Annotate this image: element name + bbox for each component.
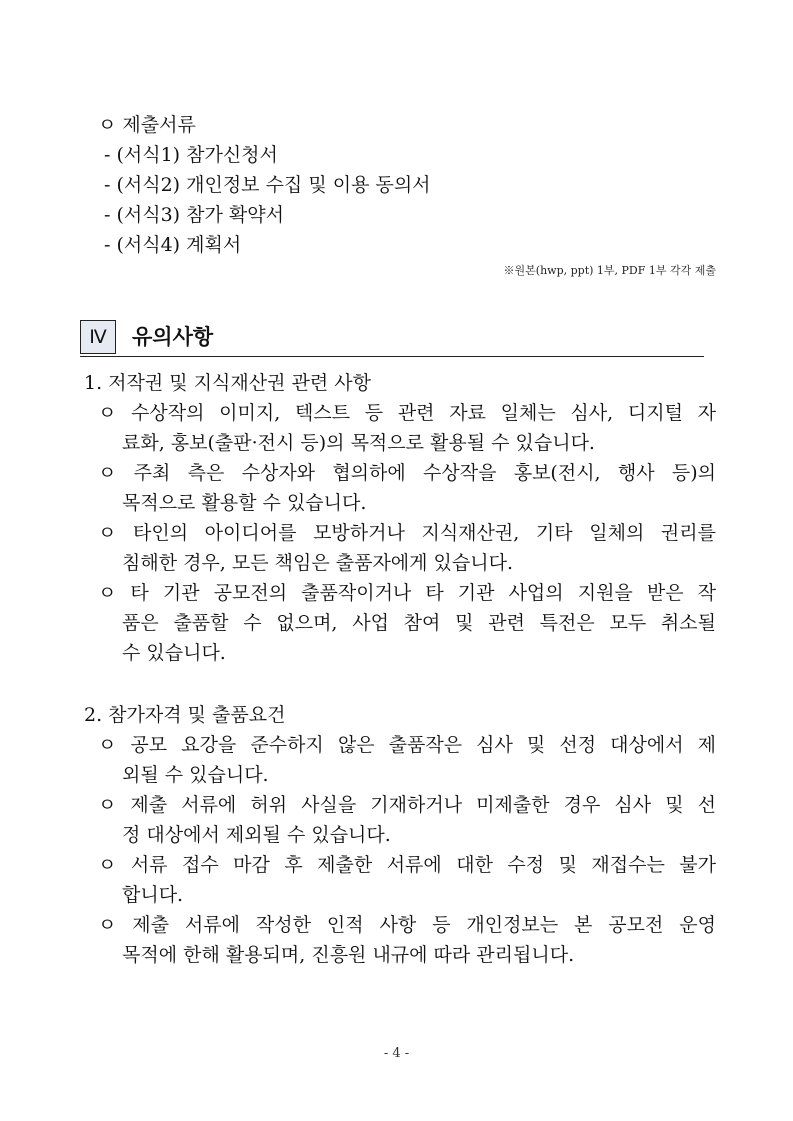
- section-number-box: Ⅳ: [80, 320, 116, 354]
- part1-bullet2-line1: ㅇ 주최 측은 수상자와 협의하에 수상작을 홍보(전시, 행사 등)의: [98, 462, 716, 484]
- part2-bullet2-line2: 정 대상에서 제외될 수 있습니다.: [122, 824, 391, 846]
- part1-bullet1-line2: 료화, 홍보(출판·전시 등)의 목적으로 활용될 수 있습니다.: [122, 432, 595, 454]
- submission-item-form2: - (서식2) 개인정보 수집 및 이용 동의서: [104, 174, 431, 196]
- section-divider: [80, 356, 704, 357]
- submission-item-form4: - (서식4) 계획서: [104, 234, 242, 256]
- part1-bullet2-line2: 목적으로 활용할 수 있습니다.: [122, 492, 367, 514]
- section-title: 유의사항: [132, 325, 214, 349]
- submission-note: ※원본(hwp, ppt) 1부, PDF 1부 각각 제출: [503, 264, 716, 277]
- part1-bullet4-line2: 품은 출품할 수 없으며, 사업 참여 및 관련 특전은 모두 취소될: [122, 612, 716, 634]
- submission-item-form1: - (서식1) 참가신청서: [104, 144, 278, 166]
- part1-bullet4-line1: ㅇ 타 기관 공모전의 출품작이거나 타 기관 사업의 지원을 받은 작: [98, 582, 716, 604]
- part1-bullet3-line2: 침해한 경우, 모든 책임은 출품자에게 있습니다.: [122, 552, 514, 574]
- submission-heading: ㅇ 제출서류: [98, 114, 196, 136]
- part2-bullet3-line1: ㅇ 서류 접수 마감 후 제출한 서류에 대한 수정 및 재접수는 불가: [98, 854, 716, 876]
- page-number: - 4 -: [383, 1046, 410, 1061]
- part2-bullet1-line2: 외될 수 있습니다.: [122, 764, 269, 786]
- part2-bullet3-line2: 합니다.: [122, 884, 184, 906]
- part2-heading: 2. 참가자격 및 출품요건: [84, 704, 286, 726]
- submission-item-form3: - (서식3) 참가 확약서: [104, 204, 284, 226]
- part1-bullet1-line1: ㅇ 수상작의 이미지, 텍스트 등 관련 자료 일체는 심사, 디지털 자: [98, 402, 716, 424]
- part1-heading: 1. 저작권 및 지식재산권 관련 사항: [84, 372, 371, 394]
- part1-bullet4-line3: 수 있습니다.: [122, 642, 226, 664]
- part1-bullet3-line1: ㅇ 타인의 아이디어를 모방하거나 지식재산권, 기타 일체의 권리를: [98, 522, 716, 544]
- part2-bullet4-line1: ㅇ 제출 서류에 작성한 인적 사항 등 개인정보는 본 공모전 운영: [98, 914, 716, 936]
- part2-bullet4-line2: 목적에 한해 활용되며, 진흥원 내규에 따라 관리됩니다.: [122, 944, 575, 966]
- part2-bullet2-line1: ㅇ 제출 서류에 허위 사실을 기재하거나 미제출한 경우 심사 및 선: [98, 794, 716, 816]
- part2-bullet1-line1: ㅇ 공모 요강을 준수하지 않은 출품작은 심사 및 선정 대상에서 제: [98, 734, 716, 756]
